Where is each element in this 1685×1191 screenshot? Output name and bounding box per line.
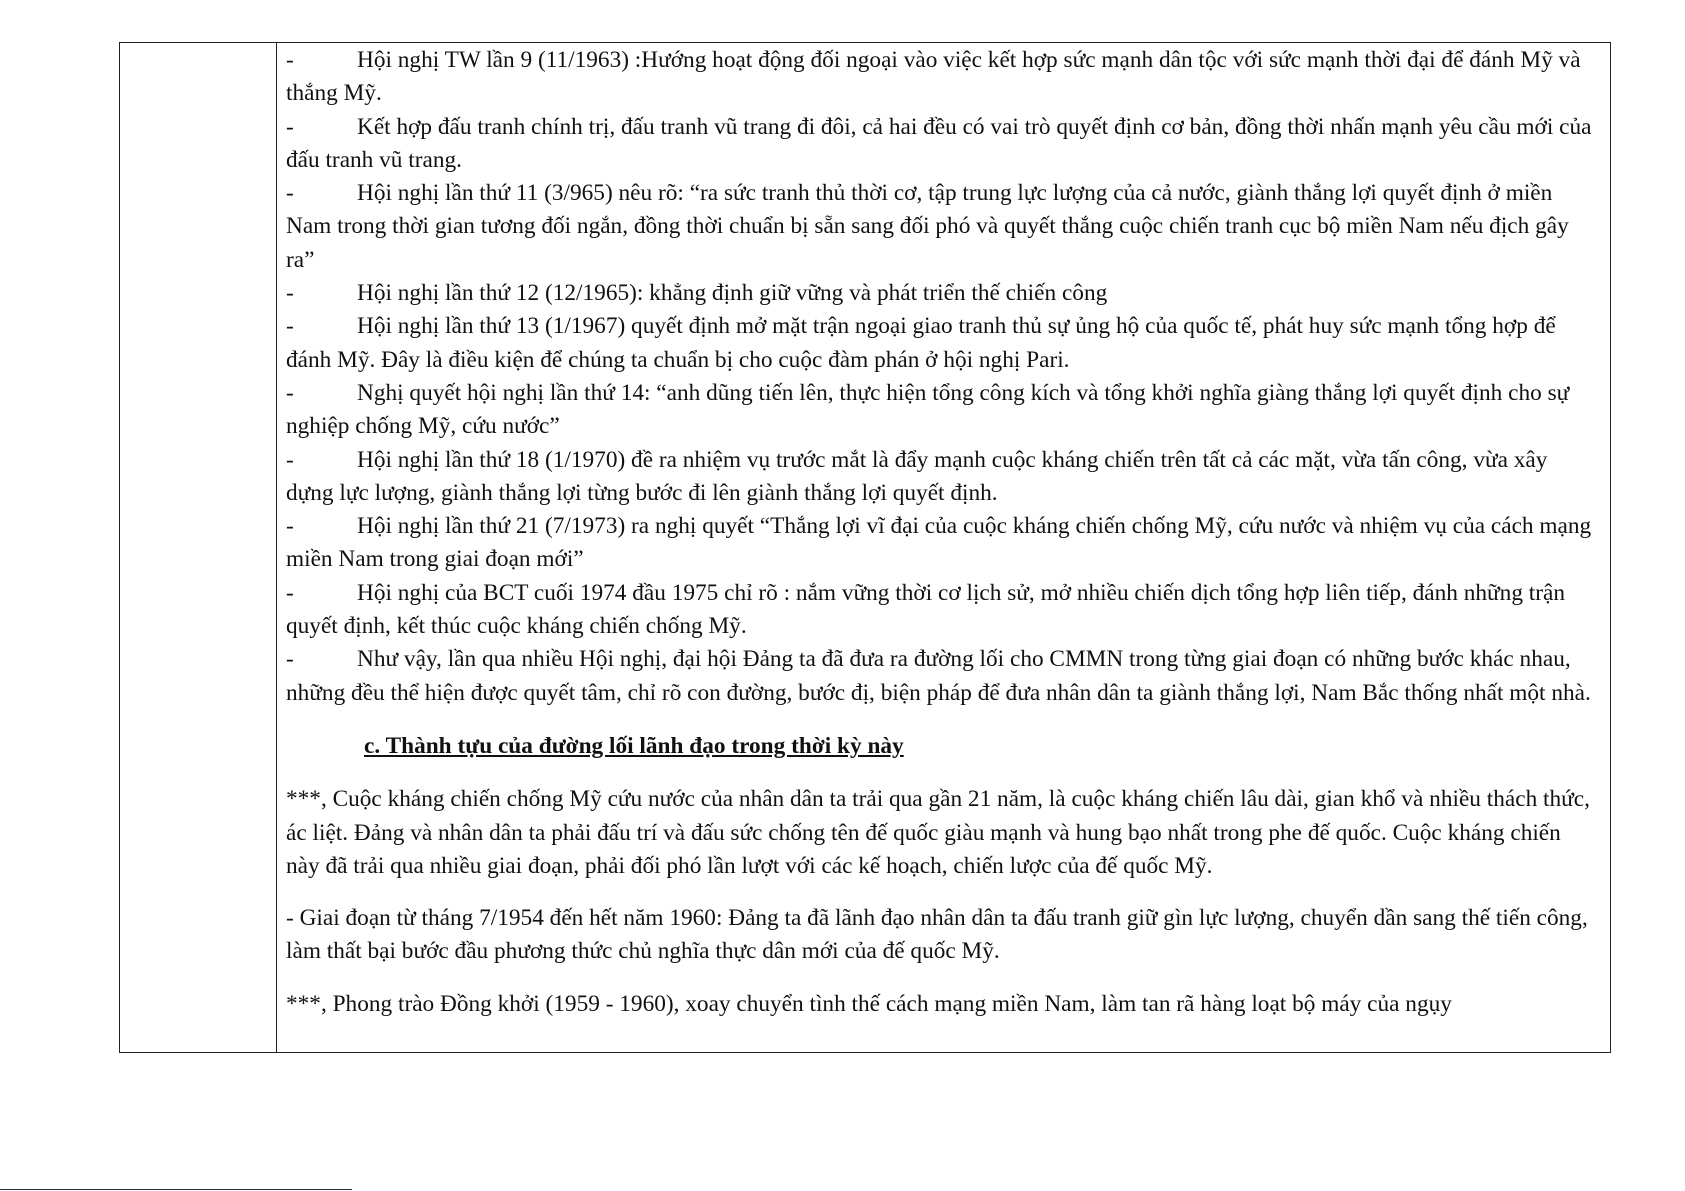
footnote-separator — [0, 1189, 352, 1190]
body-paragraph: ***, Cuộc kháng chiến chống Mỹ cứu nước của nhân dân ta trải qua gần 21 năm, là cuộc kháng chiến lâu dài, gian khổ và nhiều thách thức, ác liệt. Đảng và nhân dân ta phải đấu trí và đấu sức chống tên đế quốc giàu mạnh và hung bạo nhất trong phe đế quốc. Cuộc kháng chiến này đã trải qua nhiều giai đoạn, phải đối phó lần lượt với các kế hoạch, chiến lược của đế quốc Mỹ. — [286, 786, 1590, 879]
bullet-item — [286, 444, 1596, 511]
bullet-text: Hội nghị lần thứ 12 (12/1965): khẳng định giữ vững và phát triển thế chiến công — [357, 280, 1108, 307]
bullet-text: Nghị quyết hội nghị lần thứ 14: “anh dũng tiến lên, thực hiện tổng công kích và tổng khởi nghĩa giàng thắng lợi quyết định cho sự nghiệp chống Mỹ, cứu nước” — [286, 379, 1570, 440]
bullet-item — [286, 310, 1596, 377]
bullet-text: Kết hợp đấu tranh chính trị, đấu tranh vũ trang đi đôi, cả hai đều có vai trò quyết định cơ bản, đồng thời nhấn mạnh yêu cầu mới của đấu tranh vũ trang. — [286, 113, 1592, 173]
dash-marker: - — [286, 513, 294, 540]
dash-marker: - — [286, 313, 294, 340]
bullet-item — [286, 577, 1596, 644]
bullet-text: Hội nghị lần thứ 11 (3/965) nêu rõ: “ra sức tranh thủ thời cơ, tập trung lực lượng của cả nước, giành thắng lợi quyết định ở miền Nam trong thời gian tương đối ngắn, đồng thời chuẩn bị sẵn sang đối phó và quyết thắng cuộc chiến tranh cục bộ miền Nam nếu địch gây ra” — [286, 180, 1569, 273]
bullet-item — [286, 177, 1596, 277]
bullet-text: Hội nghị lần thứ 18 (1/1970) đề ra nhiệm vụ trước mắt là đẩy mạnh cuộc kháng chiến trên tất cả các mặt, vừa tấn công, vừa xây dựng lực lượng, giành thắng lợi từng bước đi lên giành thắng lợi quyết định. — [286, 446, 1548, 506]
dash-marker: - — [286, 180, 294, 207]
document-table — [119, 42, 1611, 1053]
dash-marker: - — [286, 579, 294, 606]
dash-marker: - — [286, 379, 294, 406]
bullet-item — [286, 377, 1596, 444]
bullet-text: Hội nghị của BCT cuối 1974 đầu 1975 chỉ rõ : nắm vững thời cơ lịch sử, mở nhiều chiến dịch tổng hợp liên tiếp, đánh những trận quyết định, kết thúc cuộc kháng chiến chống Mỹ. — [286, 579, 1566, 640]
dash-marker: - — [286, 47, 294, 73]
bullet-text: Hội nghị TW lần 9 (11/1963) :Hướng hoạt động đối ngoại vào việc kết hợp sức mạnh dân tộc với sức mạnh thời đại để đánh Mỹ và thắng Mỹ. — [286, 47, 1581, 107]
section-heading: c. Thành tựu của đường lối lãnh đạo trong thời kỳ này — [364, 732, 904, 759]
bullet-item — [286, 510, 1596, 577]
content-area — [286, 43, 1596, 1021]
body-paragraph: ***, Phong trào Đồng khởi (1959 - 1960), xoay chuyển tình thế cách mạng miền Nam, làm tan rã hàng loạt bộ máy của ngụy — [286, 990, 1452, 1017]
table-left-column — [120, 43, 277, 1052]
table-content-column — [277, 43, 1610, 1052]
body-paragraph: - Giai đoạn từ tháng 7/1954 đến hết năm 1960: Đảng ta đã lãnh đạo nhân dân ta đấu tranh giữ gìn lực lượng, chuyển dần sang thế tiến công, làm thất bại bước đầu phương thức chủ nghĩa thực dân mới của đế quốc Mỹ. — [286, 905, 1588, 965]
bullet-item — [286, 277, 1596, 310]
bullet-text: Hội nghị lần thứ 21 (7/1973) ra nghị quyết “Thắng lợi vĩ đại của cuộc kháng chiến chống Mỹ, cứu nước và nhiệm vụ của cách mạng miền Nam trong giai đoạn mới” — [286, 513, 1592, 573]
bullet-item — [286, 111, 1596, 178]
dash-marker: - — [286, 280, 294, 307]
dash-marker: - — [286, 113, 294, 140]
bullet-item — [286, 643, 1596, 710]
dash-marker: - — [286, 646, 294, 673]
bullet-text: Như vậy, lần qua nhiều Hội nghị, đại hội Đảng ta đã đưa ra đường lối cho CMMN trong từng giai đoạn có những bước khác nhau, những đều thể hiện được quyết tâm, chỉ rõ con đường, bước đị, biện pháp để đưa nhân dân ta giành thắng lợi, Nam Bắc thống nhất một nhà. — [286, 646, 1591, 706]
dash-marker: - — [286, 446, 294, 473]
bullet-text: Hội nghị lần thứ 13 (1/1967) quyết định mở mặt trận ngoại giao tranh thủ sự ủng hộ của quốc tế, phát huy sức mạnh tổng hợp để đánh Mỹ. Đây là điều kiện để chúng ta chuẩn bị cho cuộc đàm phán ở hội nghị Pari. — [286, 313, 1556, 373]
bullet-item — [286, 44, 1596, 111]
